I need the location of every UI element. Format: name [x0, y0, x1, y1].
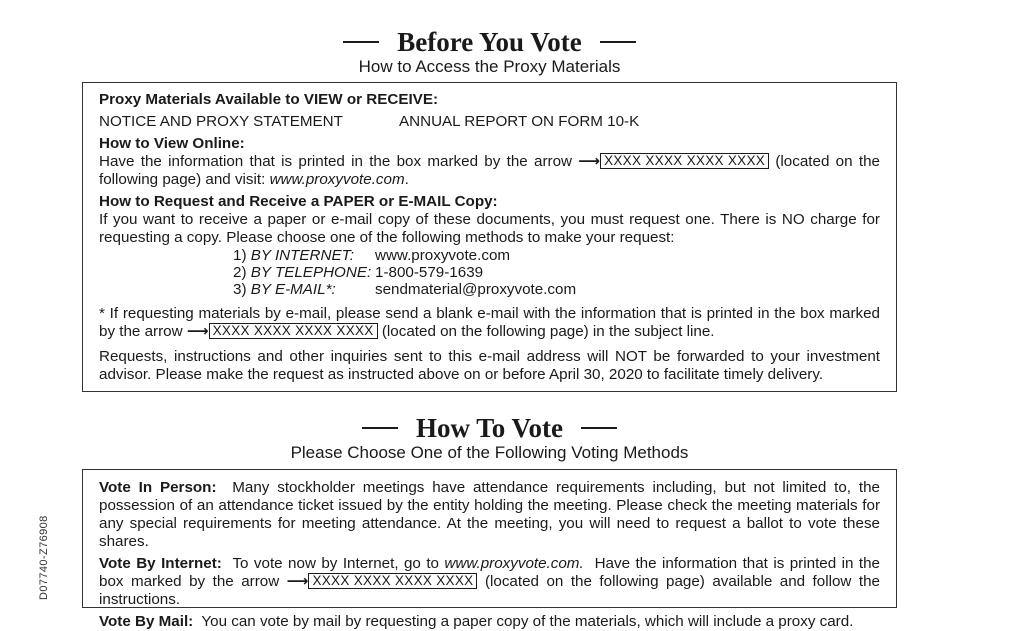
material-annual-report: ANNUAL REPORT ON FORM 10-K [399, 113, 640, 130]
arrow-icon: ⟶ [286, 573, 309, 590]
control-number-box: XXXX XXXX XXXX XXXX [209, 323, 378, 339]
materials-heading: Proxy Materials Available to VIEW or RECEIVE: [99, 91, 439, 108]
materials-list [99, 113, 880, 131]
method-email-value[interactable]: sendmaterial@proxyvote.com [375, 281, 577, 298]
title-rule-left [362, 427, 398, 429]
method-email: 3) BY E-MAIL*: sendmaterial@proxyvote.com [233, 281, 577, 298]
title-rule-right [600, 41, 636, 43]
request-methods [233, 247, 880, 298]
title-rule-left [343, 41, 379, 43]
vote-by-internet: Vote By Internet: To vote now by Internet, go to www.proxyvote.com. Have the information that is printed in the box marked by the arrow ⟶ XXXX XXXX XXXX XXXX (located on the following page) available and follow the instructions. [99, 555, 880, 608]
document-code: D07740-Z76908 [38, 515, 50, 600]
before-title: Before You Vote [397, 27, 582, 57]
vote-by-internet-label: Vote By Internet: [99, 555, 222, 572]
how-to-vote-heading [82, 413, 897, 463]
request-heading: How to Request and Receive a PAPER or E-MAIL Copy: [99, 193, 498, 210]
material-proxy-statement: NOTICE AND PROXY STATEMENT [99, 113, 343, 130]
before-subtitle: How to Access the Proxy Materials [358, 57, 621, 76]
proxyvote-link[interactable]: www.proxyvote.com [269, 171, 405, 188]
vote-in-person-label: Vote In Person: [99, 479, 217, 496]
howto-title: How To Vote [415, 413, 564, 443]
email-note: * If requesting materials by e-mail, please send a blank e-mail with the information that is printed in the box marked by the arrow ⟶ XXXX XXXX XXXX XXXX (located on the following page) in the subject line. [99, 305, 880, 340]
method-internet: 1) BY INTERNET: www.proxyvote.com [233, 247, 511, 264]
vote-by-mail-label: Vote By Mail: [99, 613, 194, 630]
request-instructions: If you want to receive a paper or e-mail copy of these documents, you must request one. There is NO charge for requesting a copy. Please choose one of the following methods to make your request: [99, 211, 880, 246]
control-number-box: XXXX XXXX XXXX XXXX [600, 153, 769, 169]
vote-in-person: Vote In Person: Many stockholder meetings have attendance requirements including, but not limited to, the possession of an attendance ticket issued by the entity holding the meeting. Please check the meeting materials for any special requirements for meeting attendance. At the meeting, you will need to request a ballot to vote these shares. [99, 479, 880, 550]
howto-subtitle: Please Choose One of the Following Voting Methods [290, 443, 689, 462]
method-telephone-value[interactable]: 1-800-579-1639 [375, 264, 484, 281]
before-you-vote-heading [82, 27, 897, 77]
view-instructions: Have the information that is printed in the box marked by the arrow ⟶ XXXX XXXX XXXX XXXX (located on the following page) and visit: www.proxyvote.com. [99, 153, 880, 188]
view-heading: How to View Online: [99, 135, 245, 152]
arrow-icon: ⟶ [186, 323, 209, 340]
proxy-materials-box [82, 82, 897, 392]
control-number-box: XXXX XXXX XXXX XXXX [308, 573, 477, 589]
arrow-icon: ⟶ [578, 153, 601, 170]
requests-disclaimer: Requests, instructions and other inquiries sent to this e-mail address will NOT be forwarded to your investment advisor. Please make the request as instructed above on or before April 30, 2020 to facilitate timely delivery. [99, 348, 880, 383]
method-internet-value[interactable]: www.proxyvote.com [375, 247, 511, 264]
vote-by-mail: Vote By Mail: You can vote by mail by requesting a paper copy of the materials, which will include a proxy card. [99, 613, 854, 630]
voting-methods-box [82, 469, 897, 630]
title-rule-right [581, 427, 617, 429]
method-telephone: 2) BY TELEPHONE: 1-800-579-1639 [233, 264, 484, 281]
proxyvote-link[interactable]: www.proxyvote.com. [444, 555, 584, 572]
